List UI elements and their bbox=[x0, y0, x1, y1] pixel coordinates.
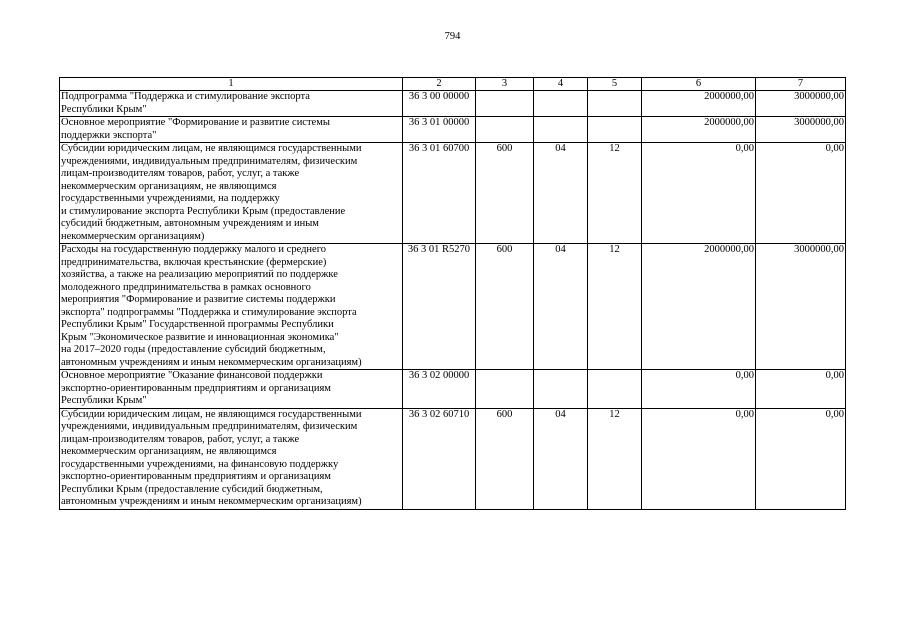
row-amount-col6: 2000000,00 bbox=[642, 117, 756, 143]
row-amount-col7: 0,00 bbox=[756, 143, 846, 244]
table-row bbox=[60, 117, 846, 143]
row-section: 04 bbox=[534, 143, 588, 244]
budget-table bbox=[59, 77, 846, 510]
row-subsection: 12 bbox=[588, 408, 642, 509]
row-code: 36 3 02 00000 bbox=[403, 370, 476, 409]
table-row bbox=[60, 370, 846, 409]
row-code: 36 3 01 00000 bbox=[403, 117, 476, 143]
row-subsection bbox=[588, 370, 642, 409]
row-section bbox=[534, 117, 588, 143]
row-subsection bbox=[588, 91, 642, 117]
row-expense-type bbox=[476, 117, 534, 143]
column-header-3: 3 bbox=[476, 78, 534, 91]
column-header-5: 5 bbox=[588, 78, 642, 91]
row-subsection: 12 bbox=[588, 244, 642, 370]
table-row bbox=[60, 91, 846, 117]
row-section: 04 bbox=[534, 244, 588, 370]
row-expense-type bbox=[476, 370, 534, 409]
column-header-4: 4 bbox=[534, 78, 588, 91]
row-section bbox=[534, 370, 588, 409]
row-amount-col7: 3000000,00 bbox=[756, 244, 846, 370]
row-amount-col7: 3000000,00 bbox=[756, 117, 846, 143]
row-name: Основное мероприятие "Оказание финансовой поддержки экспортно-ориентированным предприятиям и организациям Республики Крым" bbox=[60, 370, 403, 409]
row-section: 04 bbox=[534, 408, 588, 509]
row-code: 36 3 01 R5270 bbox=[403, 244, 476, 370]
row-name: Основное мероприятие "Формирование и развитие системы поддержки экспорта" bbox=[60, 117, 403, 143]
row-name: Подпрограмма "Поддержка и стимулирование экспорта Республики Крым" bbox=[60, 91, 403, 117]
row-amount-col6: 0,00 bbox=[642, 408, 756, 509]
row-amount-col7: 0,00 bbox=[756, 370, 846, 409]
row-section bbox=[534, 91, 588, 117]
row-subsection: 12 bbox=[588, 143, 642, 244]
row-subsection bbox=[588, 117, 642, 143]
row-name: Субсидии юридическим лицам, не являющимся государственными учреждениями, индивидуальным предпринимателям, физическим лицам-производителям товаров, работ, услуг, а также некоммерческим организациям, не являющимся государственными учреждениями, на поддержку и стимулирование экспорта Республики Крым (предоставление субсидий бюджетным, автономным учреждениям и иным некоммерческим организациям) bbox=[60, 143, 403, 244]
column-header-2: 2 bbox=[403, 78, 476, 91]
row-code: 36 3 00 00000 bbox=[403, 91, 476, 117]
row-amount-col6: 2000000,00 bbox=[642, 244, 756, 370]
row-expense-type: 600 bbox=[476, 244, 534, 370]
page-number: 794 bbox=[444, 31, 461, 42]
row-amount-col7: 3000000,00 bbox=[756, 91, 846, 117]
table-row bbox=[60, 143, 846, 244]
table-row bbox=[60, 244, 846, 370]
column-header-7: 7 bbox=[756, 78, 846, 91]
table-header-row bbox=[60, 78, 846, 91]
column-header-1: 1 bbox=[60, 78, 403, 91]
row-amount-col7: 0,00 bbox=[756, 408, 846, 509]
row-code: 36 3 02 60710 bbox=[403, 408, 476, 509]
row-name: Расходы на государственную поддержку малого и среднего предпринимательства, включая крестьянские (фермерские) хозяйства, а также на реализацию мероприятий по поддержке молодежного предпринимательства в рамках основного мероприятия "Формирование и развитие системы поддержки экспорта" подпрограммы "Поддержка и стимулирование экспорта Республики Крым" Государственной программы Республики Крым "Экономическое развитие и инновационная экономика" на 2017–2020 годы (предоставление субсидий бюджетным, автономным учреждениям и иным некоммерческим организациям) bbox=[60, 244, 403, 370]
row-expense-type: 600 bbox=[476, 408, 534, 509]
row-expense-type: 600 bbox=[476, 143, 534, 244]
column-header-6: 6 bbox=[642, 78, 756, 91]
table-row bbox=[60, 408, 846, 509]
row-name: Субсидии юридическим лицам, не являющимся государственными учреждениями, индивидуальным предпринимателям, физическим лицам-производителям товаров, работ, услуг, а также некоммерческим организациям, не являющимся государственными учреждениями, на финансовую поддержку экспортно-ориентированным предприятиям и организациям Республики Крым (предоставление субсидий бюджетным, автономным учреждениям и иным некоммерческим организациям) bbox=[60, 408, 403, 509]
row-amount-col6: 2000000,00 bbox=[642, 91, 756, 117]
row-code: 36 3 01 60700 bbox=[403, 143, 476, 244]
row-amount-col6: 0,00 bbox=[642, 143, 756, 244]
row-amount-col6: 0,00 bbox=[642, 370, 756, 409]
row-expense-type bbox=[476, 91, 534, 117]
